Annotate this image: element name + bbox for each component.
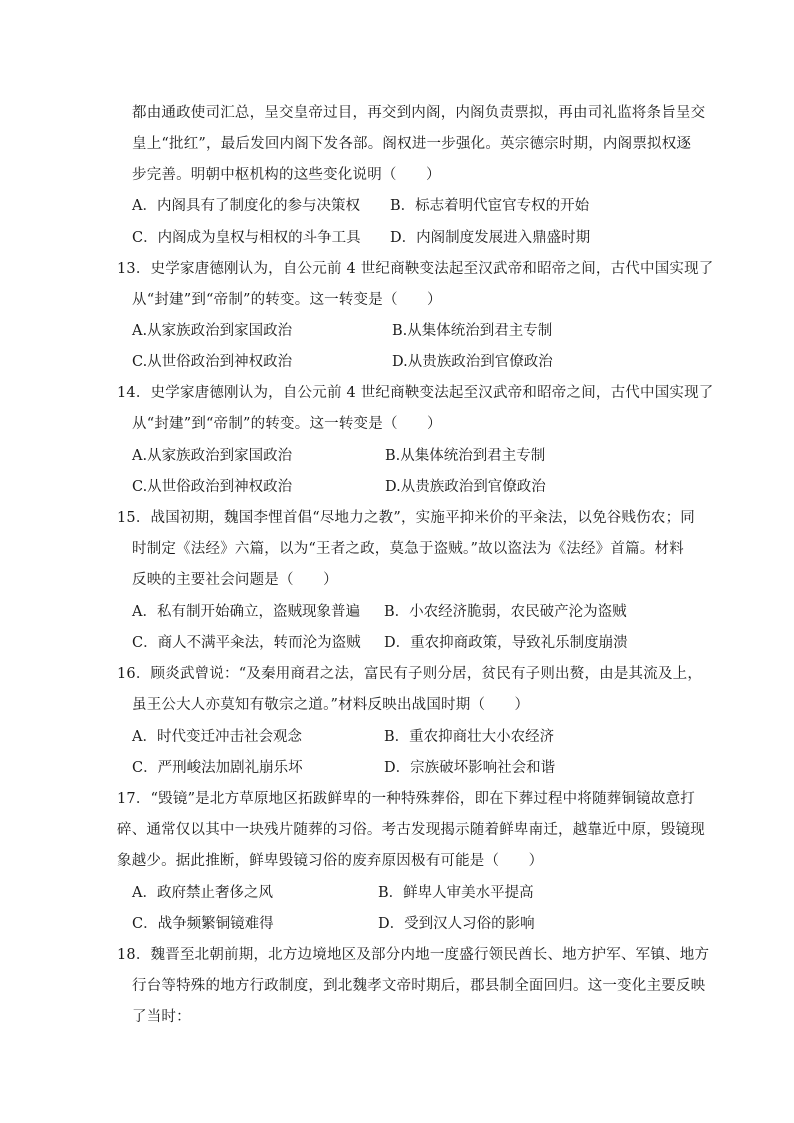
option-a: A.从家族政治到家国政治	[132, 448, 293, 464]
option-d: D．受到汉人习俗的影响	[378, 916, 535, 932]
question-text-line: 象越少。据此推断，鲜卑毁镜习俗的废弃原因极有可能是（ ）	[117, 853, 544, 869]
option-b: B．小农经济脆弱，农民破产沦为盗贼	[384, 604, 627, 620]
question-13-text: 13．史学家唐德刚认为，自公元前 4 世纪商鞅变法起至汉武帝和昭帝之间，古代中国实现了	[117, 261, 714, 277]
option-b: B.从集体统治到君主专制	[392, 323, 553, 339]
question-text-line: 了当时：	[132, 1009, 191, 1025]
option-a: A.从家族政治到家国政治	[132, 323, 293, 339]
question-text-line: 从“封建”到“帝制”的转变。这一转变是（ ）	[132, 292, 442, 308]
option-c: C．严刑峻法加剧礼崩乐坏	[132, 760, 303, 776]
question-18-text: 18．魏晋至北朝前期，北方边境地区及部分内地一度盛行领民酋长、地方护军、军镇、地方	[117, 947, 710, 963]
question-text-line: 皇上“批红”，最后发回内阁下发各部。阁权进一步强化。英宗德宗时期，内阁票拟权逐	[132, 136, 692, 152]
question-text-line: 时制定《法经》六篇，以为“王者之政，莫急于盗贼。”故以盗法为《法经》首篇。材料	[132, 541, 684, 557]
option-b: B.从集体统治到君主专制	[385, 448, 546, 464]
option-c: C.从世俗政治到神权政治	[132, 354, 293, 370]
question-16-text: 16．顾炎武曾说：“及秦用商君之法，富民有子则分居，贫民有子则出赘，由是其流及上，	[117, 666, 703, 682]
option-d: D.从贵族政治到官僚政治	[385, 479, 546, 495]
option-d: D.从贵族政治到官僚政治	[392, 354, 553, 370]
option-a: A．内阁具有了制度化的参与决策权	[132, 198, 360, 214]
option-d: D．内阁制度发展进入鼎盛时期	[390, 230, 591, 246]
option-b: B．鲜卑人审美水平提高	[378, 885, 534, 901]
option-b: B．标志着明代宦官专权的开始	[390, 198, 590, 214]
question-text-line: 虽王公大人亦莫知有敬宗之道。”材料反映出战国时期（ ）	[132, 697, 530, 713]
question-text-line: 碎、通常仅以其中一块残片随葬的习俗。考古发现揭示随着鲜卑南迁，越靠近中原，毁镜现	[117, 822, 705, 838]
option-d: D．重农抑商政策，导致礼乐制度崩溃	[384, 635, 628, 651]
question-text-line: 从“封建”到“帝制”的转变。这一转变是（ ）	[132, 416, 442, 432]
option-c: C.从世俗政治到神权政治	[132, 479, 293, 495]
option-c: C．战争频繁铜镜难得	[132, 916, 274, 932]
option-a: A．私有制开始确立，盗贼现象普遍	[132, 604, 360, 620]
question-15-text: 15．战国初期，魏国李悝首倡“尽地力之教”，实施平抑米价的平籴法，以免谷贱伤农；同	[117, 510, 695, 526]
option-d: D．宗族破坏影响社会和谐	[384, 760, 556, 776]
option-a: A．政府禁止奢侈之风	[132, 885, 273, 901]
option-a: A．时代变迁冲击社会观念	[132, 729, 302, 745]
option-c: C．商人不满平籴法，转而沦为盗贼	[132, 635, 361, 651]
question-text-line: 都由通政使司汇总，呈交皇帝过目，再交到内阁，内阁负责票拟，再由司礼监将条旨呈交	[132, 105, 706, 121]
question-text-line: 行台等特殊的地方行政制度，到北魏孝文帝时期后，郡县制全面回归。这一变化主要反映	[132, 978, 706, 994]
option-b: B．重农抑商壮大小农经济	[384, 729, 555, 745]
question-text-line: 反映的主要社会问题是（ ）	[132, 572, 338, 588]
question-text-line: 步完善。明朝中枢机构的这些变化说明（ ）	[132, 167, 441, 183]
question-14-text: 14．史学家唐德刚认为，自公元前 4 世纪商鞅变法起至汉武帝和昭帝之间，古代中国实现了	[117, 385, 714, 401]
option-c: C．内阁成为皇权与相权的斗争工具	[132, 230, 361, 246]
question-17-text: 17．“毁镜”是北方草原地区拓跋鲜卑的一种特殊葬俗，即在下葬过程中将随葬铜镜故意打	[117, 791, 695, 807]
